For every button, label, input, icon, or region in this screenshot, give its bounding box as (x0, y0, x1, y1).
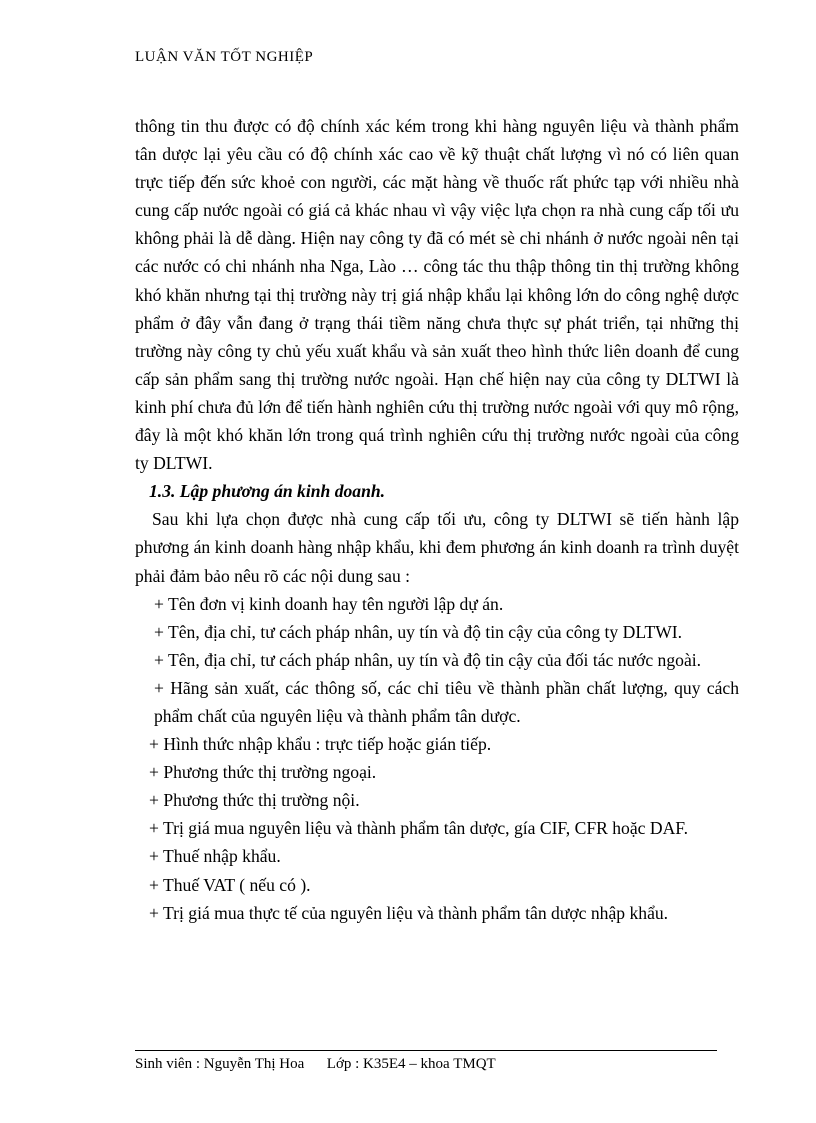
list-item-9: + Thuế nhập khẩu. (149, 846, 281, 867)
list-item-1: + Tên đơn vị kinh doanh hay tên người lập dự án. (154, 593, 504, 614)
list-item-5: + Hình thức nhập khẩu : trực tiếp hoặc gián tiếp. (149, 734, 492, 755)
list-item-7: + Phương thức thị trường nội. (149, 790, 360, 811)
body-paragraph-2: Sau khi lựa chọn được nhà cung cấp tối ưu, công ty DLTWI sẽ tiến hành lập phương án kinh doanh hàng nhập khẩu, khi đem phương án kinh doanh ra trình duyệt phải đảm bảo nêu rõ các nội dung sau : (135, 509, 739, 586)
list-item-6: + Phương thức thị trường ngoại. (149, 762, 377, 783)
list-item-3: + Tên, địa chỉ, tư cách pháp nhân, uy tín và độ tin cậy của đối tác nước ngoài. (154, 649, 702, 670)
page-header-title: LUẬN VĂN TỐT NGHIỆP (135, 49, 314, 65)
footer-class: Lớp : K35E4 – khoa TMQT (326, 1056, 496, 1072)
list-item-11: + Trị giá mua thực tế của nguyên liệu và thành phẩm tân dược nhập khẩu. (149, 902, 669, 923)
list-item-8: + Trị giá mua nguyên liệu và thành phẩm tân dược, gía CIF, CFR hoặc DAF. (149, 818, 689, 839)
footer-student: Sinh viên : Nguyễn Thị Hoa (135, 1056, 305, 1072)
list-item-2: + Tên, địa chỉ, tư cách pháp nhân, uy tín và độ tin cậy của công ty DLTWI. (154, 621, 683, 642)
list-item-4: + Hãng sản xuất, các thông số, các chỉ tiêu về thành phần chất lượng, quy cách phẩm chất của nguyên liệu và thành phẩm tân dược. (154, 677, 739, 726)
body-paragraph-1: thông tin thu được có độ chính xác kém trong khi hàng nguyên liệu và thành phẩm tân dược lại yêu cầu có độ chính xác cao về kỹ thuật chất lượng vì nó có liên quan trực tiếp đến sức khoẻ con người, các mặt hàng về thuốc rất phức tạp với nhiều nhà cung cấp nước ngoài có giá cả khác nhau vì vậy việc lựa chọn ra nhà cung cấp tối ưu không phải là dễ dàng. Hiện nay công ty đã có mét sè chi nhánh ở nước ngoài nên tại các nước có chi nhánh nha Nga, Lào … công tác thu thập thông tin thị trường không khó khăn nhưng tại thị trường này trị giá nhập khẩu lại không lớn do công nghệ dược phẩm ở đây vẫn đang ở trạng thái tiềm năng chưa thực sự phát triển, tại những thị trường này công ty chủ yếu xuất khẩu và sản xuất theo hình thức liên doanh để cung cấp sản phẩm sang thị trường nước ngoài. Hạn chế hiện nay của công ty DLTWI là kinh phí chưa đủ lớn để tiến hành nghiên cứu thị trường nước ngoài với quy mô rộng, đây là một khó khăn lớn trong quá trình nghiên cứu thị trường nước ngoài của công ty DLTWI. (135, 116, 739, 474)
page-footer (135, 1056, 496, 1073)
document-body (135, 112, 739, 927)
section-heading: 1.3. Lập phương án kinh doanh. (149, 481, 386, 502)
footer-divider (135, 1050, 717, 1051)
list-item-10: + Thuế VAT ( nếu có ). (149, 874, 311, 895)
